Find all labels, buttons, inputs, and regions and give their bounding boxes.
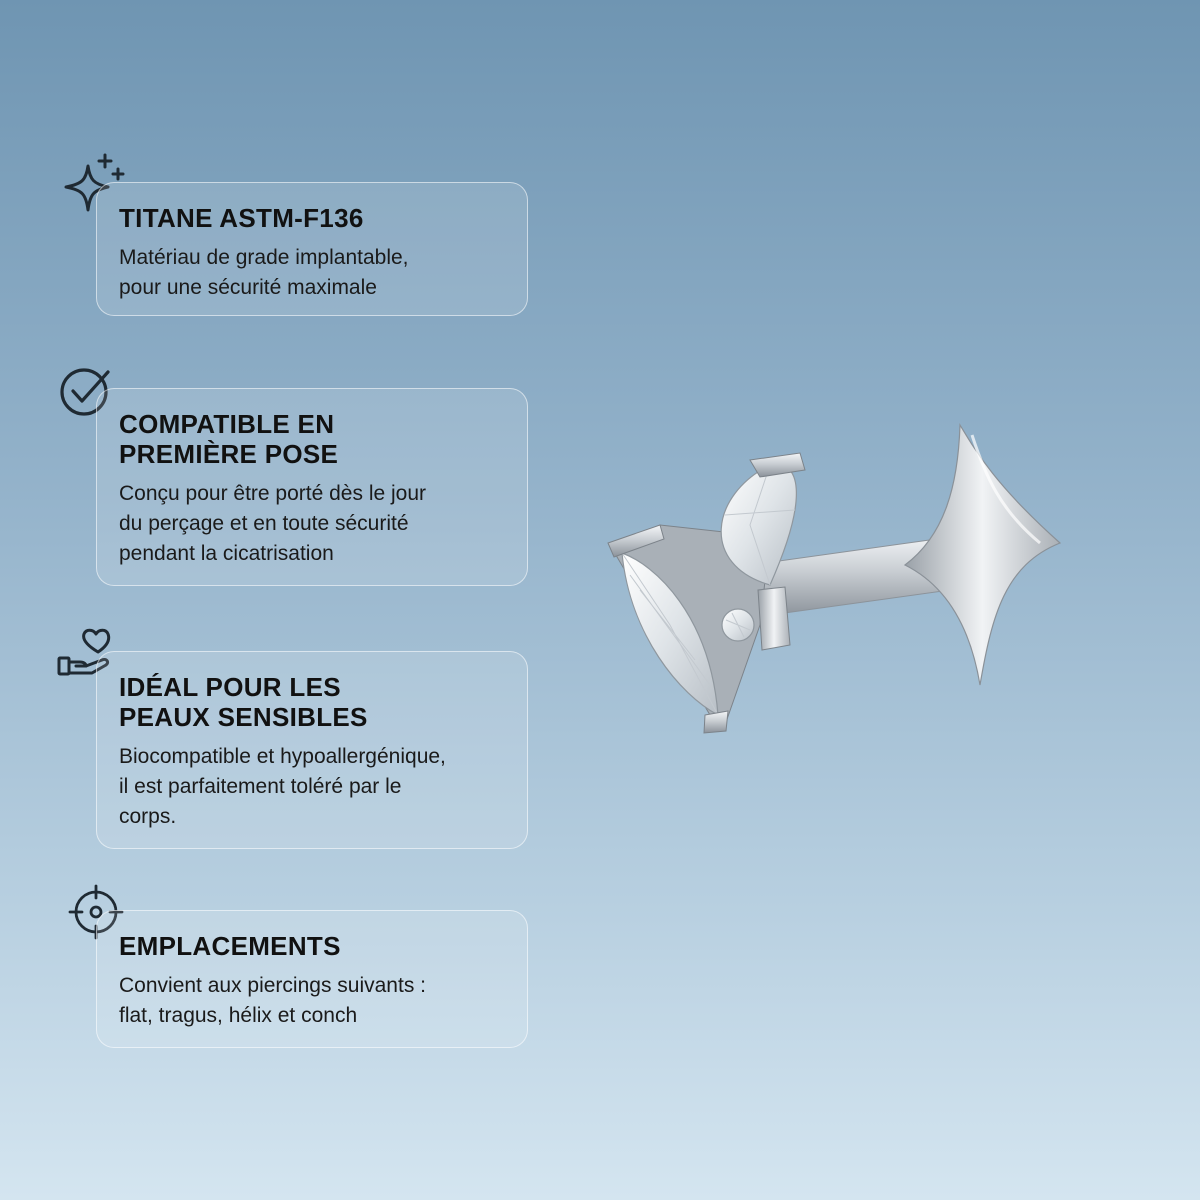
feature-title: COMPATIBLE EN PREMIÈRE POSE [119, 409, 339, 469]
feature-card-premiere-pose [96, 388, 528, 586]
feature-card-emplacements [96, 910, 528, 1048]
feature-description: Matériau de grade implantable, pour une sécurité maximale [119, 246, 409, 299]
feature-card-peaux-sensibles [96, 651, 528, 849]
feature-description: Convient aux piercings suivants : flat, tragus, hélix et conch [119, 974, 426, 1027]
feature-description: Conçu pour être porté dès le jour du perçage et en toute sécurité pendant la cicatrisation [119, 482, 427, 565]
product-image [600, 415, 1080, 760]
feature-title: EMPLACEMENTS [119, 931, 341, 961]
feature-description: Biocompatible et hypoallergénique, il est parfaitement toléré par le corps. [119, 745, 446, 828]
feature-title: TITANE ASTM-F136 [119, 203, 364, 233]
feature-card-titane [96, 182, 528, 316]
feature-title: IDÉAL POUR LES PEAUX SENSIBLES [119, 672, 368, 732]
